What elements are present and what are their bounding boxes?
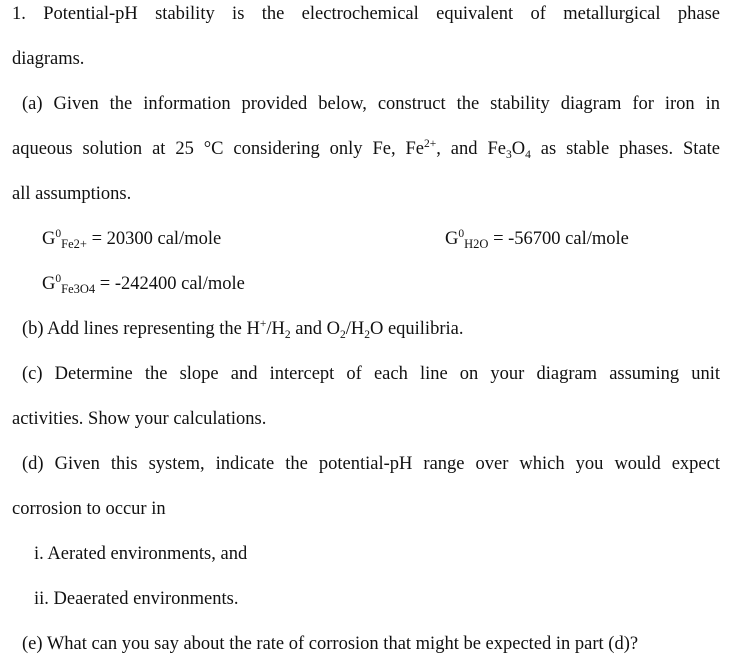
gibbs-fe3o4-equation [42, 273, 245, 295]
h2-subscript: 2 [284, 329, 291, 341]
part-b-h2o-slash: /H [345, 319, 365, 339]
h2o-subscript: 2 [364, 329, 370, 341]
part-d-item-deaerated: ii. Deaerated environments. [34, 589, 239, 609]
part-b-and-o: and O [290, 319, 340, 339]
gibbs-h2o-equation [445, 228, 629, 250]
standard-state-superscript: 0 [458, 228, 465, 240]
h2o-species-label: H2O [464, 237, 489, 251]
part-d-item-aerated: i. Aerated environments, and [34, 544, 248, 564]
part-e-line: (e) What can you say about the rate of corrosion that might be expected in part (d)? [22, 634, 639, 654]
part-d-line-1: (d) Given this system, indicate the potential-pH range over which you would expect [22, 454, 720, 474]
gibbs-letter: G [445, 229, 459, 249]
gibbs-fe2-equation [42, 228, 221, 250]
part-b-prefix: (b) Add lines representing the H [22, 319, 260, 339]
h2o-gibbs-value: = -56700 cal/mole [488, 229, 629, 249]
gibbs-letter: G [42, 229, 56, 249]
fe3o4-subscript-4: 4 [525, 149, 531, 161]
part-a-line-3: all assumptions. [12, 184, 132, 204]
part-d-line-2: corrosion to occur in [12, 499, 166, 519]
o2-subscript: 2 [339, 329, 346, 341]
fe-ion-charge: 2+ [424, 138, 437, 150]
standard-state-superscript: 0 [55, 273, 62, 285]
part-a-line-2-end: as stable phases. State [530, 139, 721, 159]
part-a-line-1: (a) Given the information provided below, construct the stability diagram for iron in [22, 94, 720, 114]
part-b-suffix: O equilibria. [369, 319, 464, 339]
part-b-line [22, 318, 463, 340]
problem-intro-line-2: diagrams. [12, 49, 85, 69]
part-b-h2-slash: /H [266, 319, 285, 339]
fe2-gibbs-value: = 20300 cal/mole [86, 229, 222, 249]
fe3o4-gibbs-value: = -242400 cal/mole [95, 274, 245, 294]
part-c-line-2: activities. Show your calculations. [12, 409, 267, 429]
part-c-line-1: (c) Determine the slope and intercept of each line on your diagram assuming unit [22, 364, 720, 384]
part-a-line-2-start: aqueous solution at 25 °C considering only Fe, Fe [12, 139, 425, 159]
part-a-line-2 [12, 138, 720, 160]
oxygen-letter: O [511, 139, 526, 159]
hydrogen-ion-charge: + [259, 318, 267, 330]
standard-state-superscript: 0 [55, 228, 62, 240]
fe3o4-subscript-3: 3 [505, 149, 512, 161]
gibbs-letter: G [42, 274, 56, 294]
part-a-line-2-mid: , and Fe [436, 139, 506, 159]
fe3o4-species-label: Fe3O4 [61, 282, 96, 296]
problem-intro-line-1: 1. Potential-pH stability is the electrochemical equivalent of metallurgical phase [12, 4, 720, 24]
fe2-species-label: Fe2+ [61, 237, 87, 251]
